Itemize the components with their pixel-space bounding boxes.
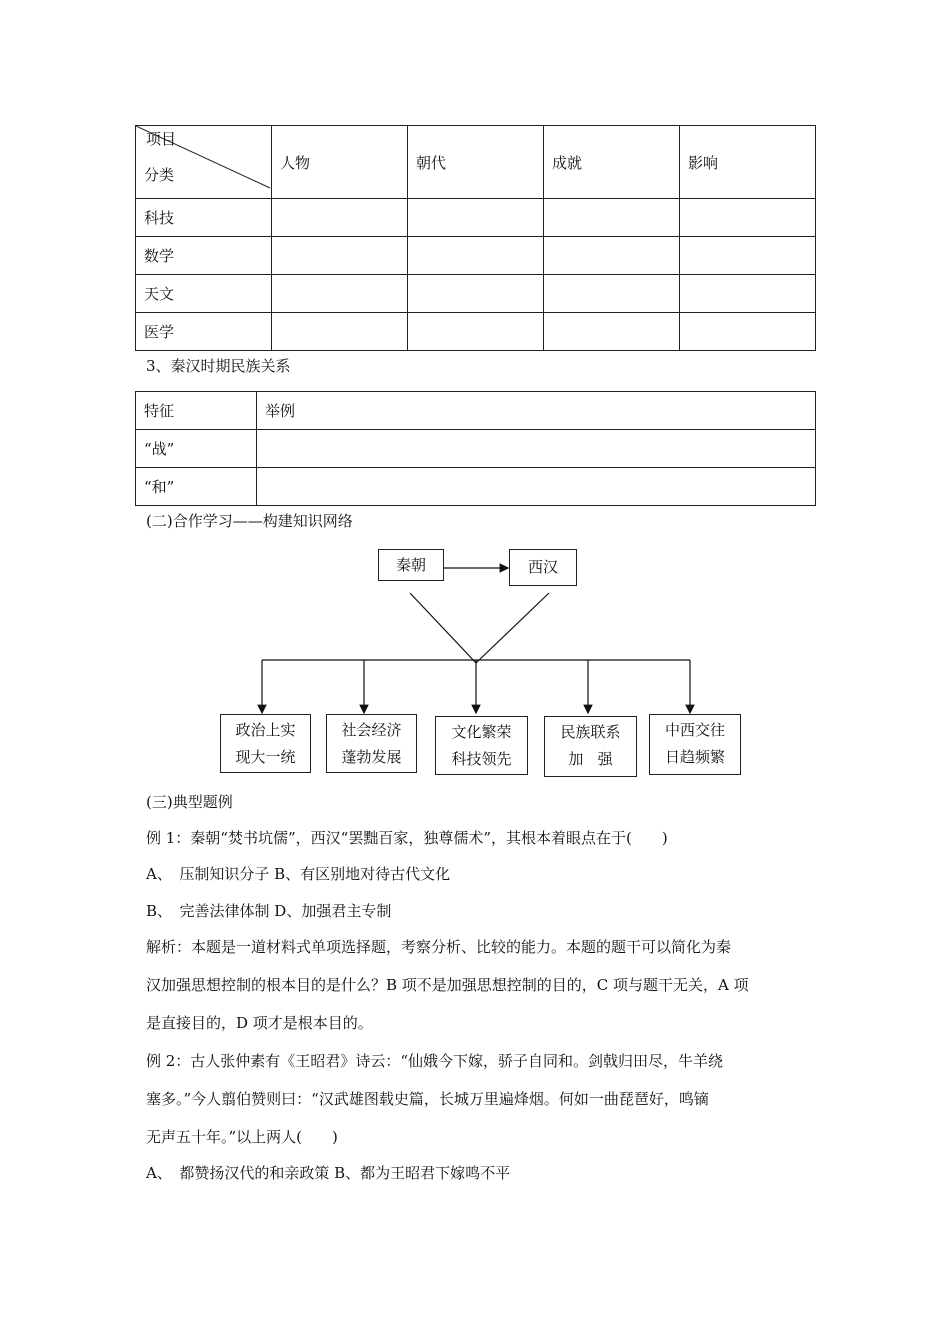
outcome-line: 政治上实 xyxy=(235,721,296,739)
example-1-options-cd: B、 完善法律体制 D、加强君主专制 xyxy=(146,902,392,920)
example-1-question: 例 1：秦朝“焚书坑儒”，西汉“罢黜百家，独尊儒术”，其根本着眼点在于( ) xyxy=(146,829,668,847)
header-cell: 影响 xyxy=(680,126,816,199)
converge-line-left xyxy=(410,593,476,663)
header-cell: 朝代 xyxy=(408,126,544,199)
western-han-box: 西汉 xyxy=(509,549,577,586)
example-2-question: 例 2：古人张仲素有《王昭君》诗云：“仙娥今下嫁，骄子自同和。剑戟归田尽，牛羊绕 xyxy=(146,1052,723,1070)
section-3-title: 3、秦汉时期民族关系 xyxy=(146,357,291,375)
example-1-analysis: 汉加强思想控制的根本目的是什么？B 项不是加强思想控制的目的，C 项与题干无关，A 项 xyxy=(146,976,749,994)
outcome-box-politics xyxy=(220,714,311,773)
row-label: 数学 xyxy=(136,237,272,275)
header-cell: 成就 xyxy=(544,126,680,199)
outcome-line: 文化繁荣 xyxy=(451,723,512,741)
row-label: “和” xyxy=(136,468,257,506)
example-2-options-ab: A、 都赞扬汉代的和亲政策 B、都为王昭君下嫁鸣不平 xyxy=(146,1164,511,1182)
outcome-line: 加 强 xyxy=(568,750,613,768)
outcome-box-ethnic xyxy=(544,716,637,777)
qin-dynasty-box: 秦朝 xyxy=(378,549,444,581)
example-2-question: 无声五十年。”以上两人( ) xyxy=(146,1128,338,1146)
outcome-line: 科技领先 xyxy=(451,750,512,768)
outcome-box-west xyxy=(649,714,741,775)
outcome-line: 社会经济 xyxy=(341,721,402,739)
example-2-question: 塞多。”今人翦伯赞则曰：“汉武雄图载史篇，长城万里遍烽烟。何如一曲琵琶好，鸣镝 xyxy=(146,1090,709,1108)
corner-top-label: 项目 xyxy=(146,130,177,148)
row-label: 医学 xyxy=(136,313,272,351)
section-cooperative-title: (二)合作学习——构建知识网络 xyxy=(146,512,353,530)
header-cell: 举例 xyxy=(257,392,816,430)
outcome-line: 民族联系 xyxy=(560,723,621,741)
outcome-line: 现大一统 xyxy=(235,748,296,766)
outcome-line: 蓬勃发展 xyxy=(341,748,402,766)
outcome-box-economy xyxy=(326,714,417,773)
outcome-box-culture xyxy=(435,716,528,775)
outcome-line: 中西交往 xyxy=(664,721,725,739)
example-1-options-ab: A、 压制知识分子 B、有区别地对待古代文化 xyxy=(146,865,451,883)
row-label: “战” xyxy=(136,430,257,468)
header-cell: 特征 xyxy=(136,392,257,430)
row-label: 科技 xyxy=(136,199,272,237)
header-cell: 人物 xyxy=(272,126,408,199)
example-1-analysis: 是直接目的，D 项才是根本目的。 xyxy=(146,1014,373,1032)
section-examples-title: (三)典型题例 xyxy=(146,793,233,811)
corner-bottom-label: 分类 xyxy=(144,166,175,184)
outcome-line: 日趋频繁 xyxy=(664,748,725,766)
row-label: 天文 xyxy=(136,275,272,313)
example-1-analysis: 解析：本题是一道材料式单项选择题，考察分析、比较的能力。本题的题干可以简化为秦 xyxy=(146,938,732,956)
converge-line-right xyxy=(476,593,549,663)
